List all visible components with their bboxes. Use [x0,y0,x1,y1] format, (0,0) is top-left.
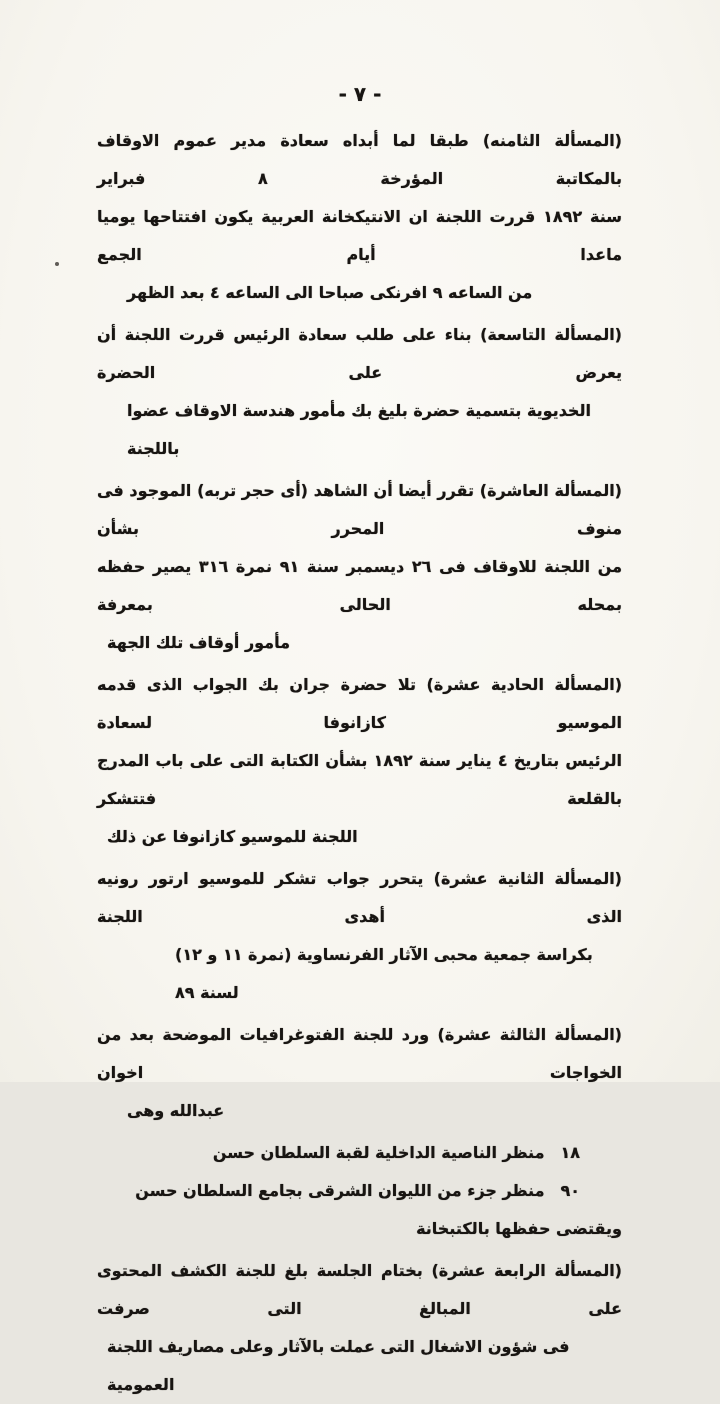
clause-line: (المسألة الثامنه) طبقا لما أبداه سعادة مدير عموم الاوقاف بالمكاتبة المؤرخة ٨ فبراير [97,131,622,188]
photo-list-item [97,1172,580,1210]
clause-eighth [97,122,622,312]
clause-ninth [97,316,622,468]
clause-line: من اللجنة للاوقاف فى ٢٦ ديسمبر سنة ٩١ نمرة ٣١٦ يصير حفظه بمحله الحالى بمعرفة [97,557,623,614]
clause-line: (المسألة التاسعة) بناء على طلب سعادة الرئيس قررت اللجنة أن يعرض على الحضرة [97,325,622,382]
photo-item-text: منظر الناصية الداخلية لقبة السلطان حسن [212,1143,545,1162]
clause-line: (المسألة الثالثة عشرة) ورد للجنة الفتوغرافيات الموضحة بعد من الخواجات اخوان [97,1025,622,1082]
photo-item-text: منظر جزء من الليوان الشرقى بجامع السلطان حسن [135,1181,545,1200]
clause-line: (المسألة العاشرة) تقرر أيضا أن الشاهد (أى حجر تربه) الموجود فى منوف المحرر بشأن [97,481,622,538]
clause-line: فى شؤون الاشغال التى عملت بالآثار وعلى مصاريف اللجنة العمومية [107,1337,570,1394]
clause-thirteenth [97,1016,622,1130]
clause-twelfth [97,860,622,1012]
photo-list-item [97,1134,580,1172]
clause-line: من الساعه ٩ افرنكى صباحا الى الساعه ٤ بعد الظهر [127,283,533,302]
clause-line: بكراسة جمعية محبى الآثار الفرنساوية (نمرة ١١ و ١٢) لسنة ٨٩ [175,945,593,1002]
clause-line: سنة ١٨٩٢ قررت اللجنة ان الانتيكخانة العربية يكون افتتاحها يوميا ماعدا أيام الجمع [97,207,622,264]
photo-item-number: ٩٠ [560,1181,580,1200]
clause-line: الخديوية بتسمية حضرة بليغ بك مأمور هندسة الاوقاف عضوا باللجنة [127,401,591,458]
clause-line: (المسألة الرابعة عشرة) بختام الجلسة بلغ للجنة الكشف المحتوى على المبالغ التى صرفت [97,1261,622,1318]
clause-line: مأمور أوقاف تلك الجهة [107,633,290,652]
clause-line: اللجنة للموسيو كازانوفا عن ذلك [107,827,358,846]
clause-line: عبدالله وهى [127,1101,225,1120]
photo-item-number: ١٨ [560,1143,580,1162]
clause-fourteenth [97,1252,622,1404]
photo-list [97,1134,622,1248]
document-body [97,122,622,1404]
clause-tenth [97,472,622,662]
clause-line: (المسألة الحادية عشرة) تلا حضرة جران بك الجواب الذى قدمه الموسيو كازانوفا لسعادة [97,675,622,732]
clause-eleventh [97,666,622,856]
photo-list-closing: ويقتضى حفظها بالكتبخانة [416,1219,622,1238]
clause-line: الرئيس بتاريخ ٤ يناير سنة ١٨٩٢ بشأن الكتابة التى على باب المدرج بالقلعة فتتشكر [97,751,623,808]
page-number: - ٧ - [338,82,382,106]
clause-line: (المسألة الثانية عشرة) يتحرر جواب تشكر للموسيو ارتور رونيه الذى أهدى اللجنة [97,869,622,926]
